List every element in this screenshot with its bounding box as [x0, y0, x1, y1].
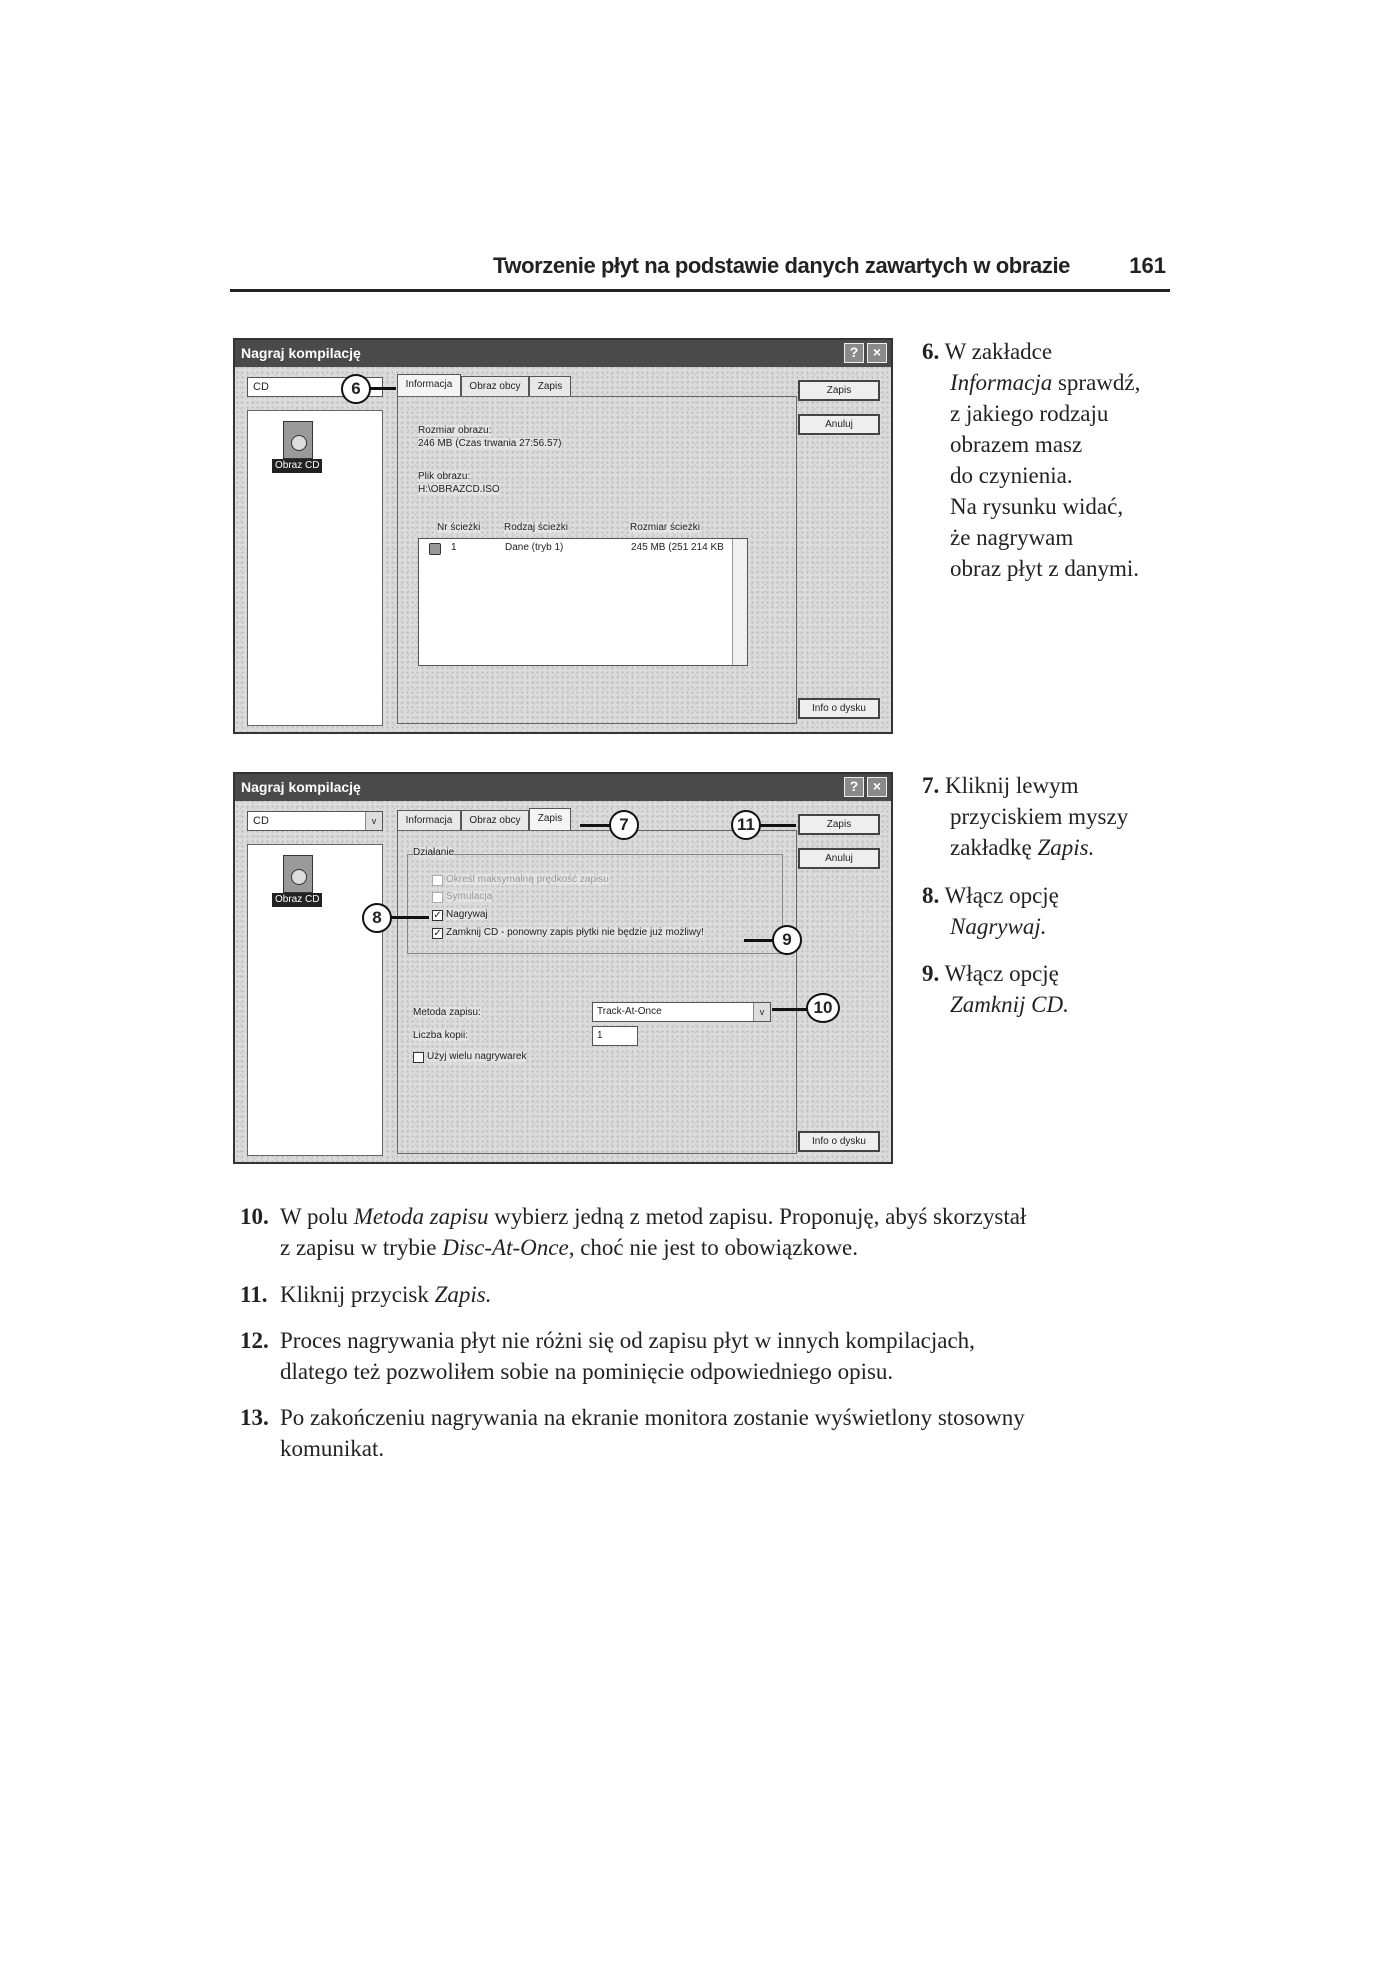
track-icon — [429, 543, 441, 555]
step-11 — [240, 1279, 1140, 1310]
image-file-value: H:\OBRAZCD.ISO — [418, 484, 500, 495]
step-13-number: 13. — [240, 1405, 269, 1430]
action-group — [407, 854, 783, 954]
tab-zapis[interactable]: Zapis — [529, 376, 571, 396]
image-size-value: 246 MB (Czas trwania 27:56.57) — [418, 438, 562, 449]
anuluj-button[interactable]: Anuluj — [798, 848, 880, 869]
max-speed-label: Określ maksymalną prędkość zapisu — [446, 874, 609, 885]
step-8-number: 8. — [922, 883, 940, 908]
write-method-label: Metoda zapisu: — [413, 1007, 481, 1018]
image-size-label: Rozmiar obrazu: — [418, 425, 492, 436]
disc-image-icon[interactable] — [283, 421, 313, 459]
max-speed-checkbox[interactable] — [432, 875, 443, 886]
compilation-list — [247, 844, 383, 1156]
page-number: 161 — [1129, 253, 1166, 278]
step-10-text-c: z zapisu w trybie — [280, 1235, 443, 1260]
multi-recorder-checkbox[interactable] — [413, 1052, 424, 1063]
step-6-line: do czynienia. — [950, 463, 1073, 488]
step-7-text-c: zakładkę — [950, 835, 1032, 860]
step-6-line: z jakiego rodzaju — [950, 401, 1109, 426]
step-10-field-name: Metoda zapisu — [353, 1204, 489, 1229]
help-icon[interactable]: ? — [844, 777, 864, 797]
dialog-title: Nagraj kompilację — [241, 779, 361, 795]
list-scrollbar[interactable] — [732, 539, 747, 665]
step-6-line: że nagrywam — [950, 525, 1074, 550]
step-9-option-name: Zamknij CD. — [950, 992, 1069, 1017]
simulation-label: Symulacja — [446, 891, 493, 902]
callout-7-line — [580, 824, 610, 827]
disc-image-icon[interactable] — [283, 855, 313, 893]
copies-input[interactable] — [592, 1026, 638, 1046]
step-6-tab-name: Informacja — [950, 370, 1053, 395]
step-7-text-b: przyciskiem myszy — [950, 804, 1129, 829]
callout-6-line — [370, 387, 396, 390]
tab-informacja[interactable]: Informacja — [397, 810, 461, 830]
dialog-title: Nagraj kompilację — [241, 345, 361, 361]
step-10-mode-name: Disc-At-Once — [442, 1235, 569, 1260]
step-11-button-name: Zapis. — [434, 1282, 492, 1307]
track-nr: 1 — [451, 542, 457, 553]
combo-value: CD — [253, 815, 269, 827]
step-8-option-name: Nagrywaj. — [950, 914, 1047, 939]
step-7 — [922, 770, 1182, 863]
step-7-text-a: Kliknij lewym — [945, 773, 1079, 798]
step-6 — [922, 336, 1182, 584]
disc-info-button[interactable]: Info o dysku — [798, 698, 880, 719]
disc-image-label[interactable]: Obraz CD — [272, 893, 322, 907]
tab-obraz-obcy[interactable]: Obraz obcy — [461, 810, 529, 830]
callout-8: 8 — [362, 903, 392, 933]
track-list — [418, 538, 748, 666]
disc-info-button[interactable]: Info o dysku — [798, 1131, 880, 1152]
step-8-text-a: Włącz opcję — [944, 883, 1059, 908]
step-6-text-a: W zakładce — [944, 339, 1053, 364]
step-7-number: 7. — [922, 773, 940, 798]
col-track-number[interactable]: Nr ścieżki — [437, 522, 481, 533]
simulation-checkbox[interactable] — [432, 892, 443, 903]
step-13-line-a: Po zakończeniu nagrywania na ekranie monitora zostanie wyświetlony stosowny — [280, 1405, 1025, 1430]
callout-10: 10 — [806, 993, 840, 1023]
step-6-line: Na rysunku widać, — [950, 494, 1124, 519]
burn-compilation-dialog-info — [233, 338, 893, 734]
step-12-line-a: Proces nagrywania płyt nie różni się od zapisu płyt w innych kompilacjach, — [280, 1328, 975, 1353]
step-7-tab-name: Zapis. — [1037, 835, 1095, 860]
step-13-line-b: komunikat. — [280, 1436, 385, 1461]
step-8 — [922, 880, 1182, 942]
tab-informacja[interactable]: Informacja — [397, 374, 461, 396]
anuluj-button[interactable]: Anuluj — [798, 414, 880, 435]
tab-zapis[interactable]: Zapis — [529, 808, 571, 830]
callout-11-line — [760, 824, 796, 827]
burn-label: Nagrywaj — [446, 909, 488, 920]
combo-value: CD — [253, 381, 269, 393]
step-9-number: 9. — [922, 961, 940, 986]
compilation-type-combo[interactable] — [247, 811, 383, 831]
zapis-button[interactable]: Zapis — [798, 380, 880, 401]
dialog-titlebar — [235, 774, 891, 801]
step-12-number: 12. — [240, 1328, 269, 1353]
multi-recorder-label: Użyj wielu nagrywarek — [427, 1051, 527, 1062]
tab-obraz-obcy[interactable]: Obraz obcy — [461, 376, 529, 396]
step-9 — [922, 958, 1182, 1020]
zapis-button[interactable]: Zapis — [798, 814, 880, 835]
table-row[interactable] — [419, 539, 733, 559]
running-head: Tworzenie płyt na podstawie danych zawartych w obrazie — [492, 253, 1070, 278]
chevron-down-icon[interactable]: v — [365, 812, 382, 830]
close-icon[interactable]: × — [867, 777, 887, 797]
step-10-text-d: , choć nie jest to obowiązkowe. — [568, 1235, 859, 1260]
action-group-label: Działanie — [413, 847, 455, 858]
disc-image-label[interactable]: Obraz CD — [272, 459, 322, 473]
step-10-text-a: W polu — [280, 1204, 354, 1229]
callout-9: 9 — [772, 925, 802, 955]
compilation-list — [247, 410, 383, 726]
close-cd-checkbox[interactable]: ✓ — [433, 928, 442, 939]
dialog-titlebar — [235, 340, 891, 367]
col-track-type[interactable]: Rodzaj ścieżki — [504, 522, 568, 533]
step-10-text-b: wybierz jedną z metod zapisu. Proponuję, abyś skorzystał — [488, 1204, 1027, 1229]
step-11-text: Kliknij przycisk — [280, 1282, 435, 1307]
step-13 — [240, 1402, 1140, 1464]
col-track-size[interactable]: Rozmiar ścieżki — [630, 522, 701, 533]
step-6-line: obraz płyt z danymi. — [950, 556, 1140, 581]
image-file-label: Plik obrazu: — [418, 471, 471, 482]
track-type: Dane (tryb 1) — [505, 542, 564, 553]
callout-11: 11 — [731, 810, 761, 840]
burn-checkbox[interactable]: ✓ — [433, 910, 442, 921]
step-6-line: obrazem masz — [950, 432, 1083, 457]
callout-7: 7 — [609, 810, 639, 840]
step-6-number: 6. — [922, 339, 940, 364]
step-6-text-b: sprawdź, — [1057, 370, 1141, 395]
track-size: 245 MB (251 214 KB — [631, 542, 724, 553]
callout-10-line — [772, 1008, 807, 1011]
close-icon[interactable]: × — [867, 343, 887, 363]
step-10 — [240, 1201, 1140, 1263]
close-cd-label: Zamknij CD - ponowny zapis płytki nie będzie już możliwy! — [446, 927, 704, 938]
step-12 — [240, 1325, 1140, 1387]
step-10-number: 10. — [240, 1204, 269, 1229]
step-11-number: 11. — [240, 1282, 268, 1307]
step-9-text-a: Włącz opcję — [944, 961, 1059, 986]
callout-8-line — [391, 916, 429, 919]
page-header — [230, 253, 1170, 292]
write-method-value: Track-At-Once — [597, 1006, 662, 1017]
write-method-select[interactable] — [592, 1002, 771, 1022]
burn-compilation-dialog-write — [233, 772, 893, 1164]
help-icon[interactable]: ? — [844, 343, 864, 363]
callout-6: 6 — [341, 374, 371, 404]
chevron-down-icon[interactable]: v — [753, 1003, 770, 1021]
copies-value: 1 — [597, 1030, 603, 1041]
copies-label: Liczba kopii: — [413, 1030, 469, 1041]
step-12-line-b: dlatego też pozwoliłem sobie na pominięcie odpowiedniego opisu. — [280, 1359, 894, 1384]
